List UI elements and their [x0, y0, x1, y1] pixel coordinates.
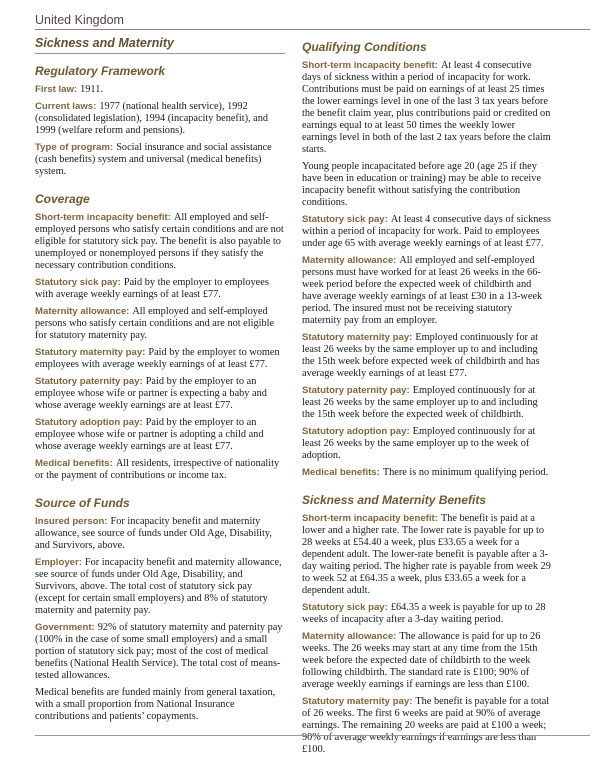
paragraph-label: Statutory maternity pay: [302, 696, 413, 707]
paragraph-text: Paid by the employer to an employee whose wife or partner is expecting a baby and whose average weekly earnings are at least £77. [35, 376, 267, 411]
paragraph [302, 513, 552, 597]
paragraph-text: Employed continuously for at least 26 weeks by the same employer up to the week of adoption. [302, 426, 536, 461]
paragraph [302, 696, 552, 756]
paragraph [35, 142, 285, 178]
section-qualifying-conditions [302, 40, 552, 479]
paragraph-text: £64.35 a week is payable for up to 28 weeks of incapacity after a 3-day waiting period. [302, 602, 546, 625]
paragraph-text: The allowance is paid for up to 26 weeks. The 26 weeks may start at any time from the 15th week before the expected date of childbirth to the week following childbirth. The standard rate is £100; 90% of average weekly earnings if earnings are less than £100. [302, 631, 541, 690]
left-column [35, 36, 285, 737]
paragraph-text: Paid by the employer to employees with average weekly earnings of at least £77. [35, 277, 269, 300]
paragraph-text: There is no minimum qualifying period. [382, 467, 549, 478]
running-header-country: United Kingdom [35, 13, 124, 27]
section-coverage [35, 192, 285, 482]
paragraph-label: Insured person: [35, 516, 108, 527]
paragraph-text: Young people incapacitated before age 20 (age 25 if they have been in education or training) may be able to receive incapacity benefit without satisfying the contribution conditions. [302, 161, 542, 208]
paragraph [35, 84, 285, 96]
paragraph-label: Statutory sick pay: [35, 277, 121, 288]
paragraph [35, 622, 285, 682]
page-title: Sickness and Maternity [35, 36, 285, 54]
paragraph-text: 1911. [80, 84, 103, 95]
paragraph [302, 60, 552, 156]
header-rule [35, 29, 590, 30]
paragraph-text: Paid by the employer to women employees with average weekly earnings of at least £77. [35, 347, 280, 370]
paragraph-label: Medical benefits: [302, 467, 380, 478]
paragraph [35, 417, 285, 453]
section-heading: Source of Funds [35, 496, 130, 510]
paragraph [302, 385, 552, 421]
paragraph [302, 214, 552, 250]
section-heading: Coverage [35, 192, 90, 206]
paragraph-text: Social insurance and social assistance (cash benefits) system and universal (medical benefits) system. [35, 142, 272, 177]
paragraph [302, 255, 552, 327]
paragraph-label: Statutory sick pay: [302, 214, 388, 225]
paragraph-label: Maternity allowance: [302, 255, 397, 266]
paragraph-text: All employed and self-employed persons must have worked for at least 26 weeks in the 66-week period before the expected week of childbirth and have average weekly earnings of at least £30 in a 13-week period. The insured must not be receiving statutory maternity pay from an employer. [302, 255, 543, 326]
paragraph-label: Employer: [35, 557, 82, 568]
paragraph-text: The benefit is payable for a total of 26 weeks. The first 6 weeks are paid at 90% of average earnings. The remaining 20 weeks are paid at £100 a week; 90% of average weekly earnings if earnings are less than £100. [302, 696, 550, 755]
paragraph-text: 92% of statutory maternity and paternity pay (100% in the case of some small employers) and a small portion of statutory sick pay; most of the cost of medical benefits (National Health Service). The total cost of means-tested allowances. [35, 622, 283, 681]
section-regulatory-framework [35, 64, 285, 178]
paragraph-label: Short-term incapacity benefit: [35, 212, 171, 223]
paragraph [35, 306, 285, 342]
paragraph-label: Maternity allowance: [302, 631, 397, 642]
paragraph-label: Medical benefits: [35, 458, 113, 469]
paragraph [302, 631, 552, 691]
paragraph [35, 212, 285, 272]
section-heading: Sickness and Maternity Benefits [302, 493, 487, 507]
paragraph-text: At least 4 consecutive days of sickness within a period of incapacity for work. Paid to employees under age 65 with average weekly earnings of at least £77. [302, 214, 551, 249]
paragraph [302, 332, 552, 380]
paragraph-text: At least 4 consecutive days of sickness within a period of incapacity for work. Contributions must be paid on earnings of at least 25 times the lower earnings level in one of the last 3 tax years before the benefit claim year, plus contributions paid or credited on earnings equal to at least 50 times the weekly lower earnings level in both of the last 2 tax years before the claim starts. [302, 60, 551, 155]
paragraph-text: 1977 (national health service), 1992 (consolidated legislation), 1994 (incapacity benefit), and 1999 (welfare reform and pensions). [35, 101, 269, 136]
section-heading: Qualifying Conditions [302, 40, 427, 54]
paragraph [35, 516, 285, 552]
paragraph-text: Employed continuously for at least 26 weeks by the same employer up to and including the 15th week before the expected week of childbirth. [302, 385, 538, 420]
right-column [302, 40, 552, 770]
paragraph [35, 277, 285, 301]
footer-rule [35, 735, 590, 736]
paragraph-text: Paid by the employer to an employee whose wife or partner is adopting a child and whose average weekly earnings are at least £77. [35, 417, 264, 452]
paragraph-text: For incapacity benefit and maternity allowance, see source of funds under Old Age, Disability, and Survivors, above. The total cost of statutory sick pay (except for certain small employers) and 8% of statutory maternity and paternity pay. [35, 557, 282, 616]
paragraph-label: Statutory paternity pay: [302, 385, 410, 396]
paragraph-text: Medical benefits are funded mainly from general taxation, with a small proportion from National Insurance contributions and patients’ copayments. [35, 687, 276, 722]
paragraph-label: Current laws: [35, 101, 97, 112]
paragraph-label: First law: [35, 84, 78, 95]
paragraph-text: The benefit is paid at a lower and a higher rate. The lower rate is payable for up to 28 weeks at £54.40 a week, plus £33.65 a week for a dependent adult. The lower-rate benefit is payable after a 3-day waiting period. The higher rate is payable from week 29 to week 52 at £64.35 a week, plus £33.65 a week for a dependent adult. [302, 513, 551, 596]
paragraph-label: Statutory paternity pay: [35, 376, 143, 387]
paragraph [35, 101, 285, 137]
paragraph [35, 347, 285, 371]
paragraph-text: All employed and self-employed persons who satisfy certain conditions and are not eligible for statutory maternity pay. [35, 306, 275, 341]
paragraph [35, 687, 285, 723]
paragraph [35, 458, 285, 482]
section-source-of-funds [35, 496, 285, 723]
paragraph-label: Government: [35, 622, 95, 633]
paragraph-label: Statutory adoption pay: [302, 426, 410, 437]
paragraph-text: All employed and self-employed persons who satisfy certain conditions and are not eligible for statutory sick pay. The benefit is also payable to unemployed or nonemployed persons if they satisfy the necessary contribution conditions. [35, 212, 284, 271]
paragraph-text: Employed continuously for at least 26 weeks by the same employer up to and including the 15th week before expected week of childbirth and has average weekly earnings of at least £77. [302, 332, 540, 379]
paragraph [302, 426, 552, 462]
paragraph [302, 467, 552, 479]
paragraph-label: Short-term incapacity benefit: [302, 60, 438, 71]
paragraph-label: Short-term incapacity benefit: [302, 513, 438, 524]
paragraph-label: Statutory maternity pay: [302, 332, 413, 343]
section-sickness-and-maternity-benefits [302, 493, 552, 756]
paragraph-text: All residents, irrespective of nationality or the payment of contributions or income tax. [35, 458, 280, 481]
paragraph [302, 161, 552, 209]
section-heading: Regulatory Framework [35, 64, 166, 78]
paragraph-text: For incapacity benefit and maternity allowance, see source of funds under Old Age, Disability, and Survivors, above. [35, 516, 272, 551]
paragraph [35, 557, 285, 617]
paragraph-label: Statutory sick pay: [302, 602, 388, 613]
paragraph [35, 376, 285, 412]
paragraph-label: Type of program: [35, 142, 114, 153]
paragraph-label: Statutory maternity pay: [35, 347, 146, 358]
paragraph [302, 602, 552, 626]
paragraph-label: Maternity allowance: [35, 306, 130, 317]
paragraph-label: Statutory adoption pay: [35, 417, 143, 428]
